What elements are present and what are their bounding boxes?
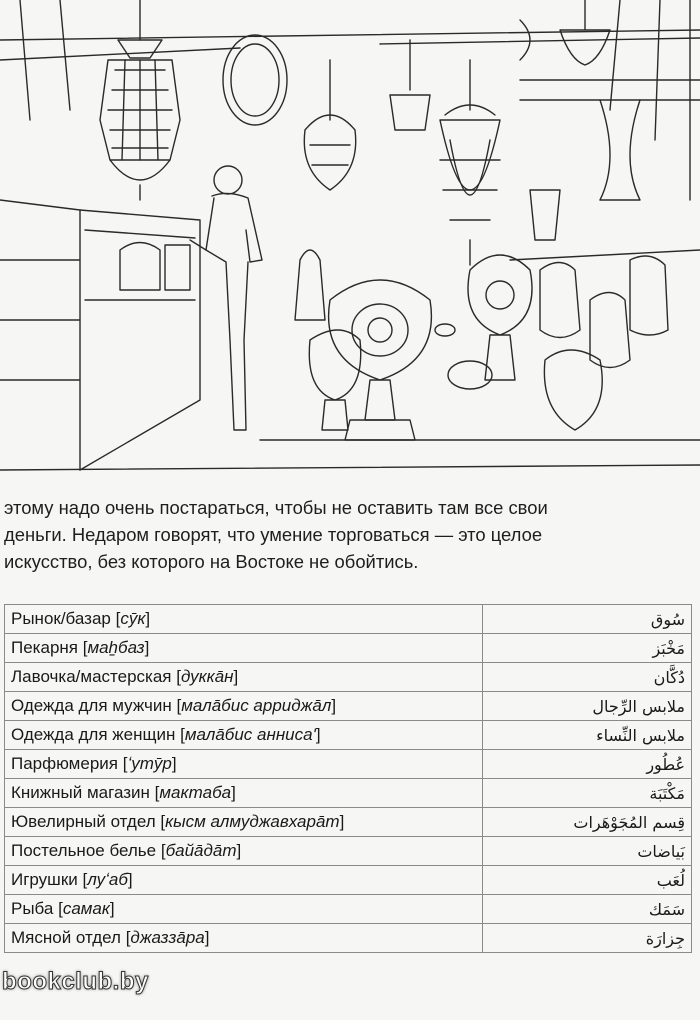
transliteration: сӯк <box>120 609 146 628</box>
russian-word: Одежда для женщин <box>11 725 176 744</box>
russian-word: Ювелирный отдел <box>11 812 156 831</box>
russian-cell: Одежда для женщин [малāбис анниса'] <box>5 721 483 750</box>
russian-word: Одежда для мужчин <box>11 696 172 715</box>
arabic-cell: بَياضات <box>483 837 692 866</box>
russian-word: Книжный магазин <box>11 783 150 802</box>
intro-paragraph <box>4 494 696 575</box>
table-row <box>5 692 692 721</box>
transliteration: кысм алмуджавхарāт <box>165 812 340 831</box>
arabic-cell: جِزارَة <box>483 924 692 953</box>
arabic-cell: ملابس النِّساء <box>483 721 692 750</box>
bazaar-illustration <box>0 0 700 478</box>
arabic-cell: عُطُور <box>483 750 692 779</box>
arabic-cell: قِسم المُجَوْهَرات <box>483 808 692 837</box>
russian-cell: Игрушки [луʻаб] <box>5 866 483 895</box>
russian-cell: Пекарня [маẖбаз] <box>5 634 483 663</box>
table-row <box>5 895 692 924</box>
russian-word: Лавочка/мастерская <box>11 667 172 686</box>
russian-cell: Рыба [самак] <box>5 895 483 924</box>
transliteration: ʻутӯр <box>127 754 172 773</box>
russian-word: Рыба <box>11 899 54 918</box>
table-row <box>5 721 692 750</box>
table-row <box>5 866 692 895</box>
russian-word: Пекарня <box>11 638 78 657</box>
table-row <box>5 837 692 866</box>
table-row <box>5 779 692 808</box>
paragraph-line: этому надо очень постараться, чтобы не оставить там все свои <box>4 497 548 518</box>
arabic-cell: سُوق <box>483 605 692 634</box>
russian-cell: Книжный магазин [мактаба] <box>5 779 483 808</box>
arabic-cell: سَمَك <box>483 895 692 924</box>
russian-cell: Одежда для мужчин [малāбис арриджāл] <box>5 692 483 721</box>
arabic-cell: ملابس الرِّجال <box>483 692 692 721</box>
transliteration: малāбис арриджāл <box>181 696 332 715</box>
russian-cell: Постельное белье [байāдāт] <box>5 837 483 866</box>
paragraph-line: искусство, без которого на Востоке не обойтись. <box>4 551 419 572</box>
transliteration: байāдāт <box>165 841 237 860</box>
vocabulary-table <box>4 604 692 953</box>
russian-word: Парфюмерия <box>11 754 118 773</box>
russian-cell: Парфюмерия [ʻутӯр] <box>5 750 483 779</box>
russian-word: Игрушки <box>11 870 78 889</box>
arabic-cell: مَخْبَز <box>483 634 692 663</box>
table-row <box>5 808 692 837</box>
russian-word: Рынок/базар <box>11 609 111 628</box>
russian-cell: Мясной отдел [джаззāра] <box>5 924 483 953</box>
table-row <box>5 663 692 692</box>
transliteration: малāбис анниса' <box>184 725 316 744</box>
watermark: bookclub.by <box>2 968 149 995</box>
russian-cell: Лавочка/мастерская [дуккāн] <box>5 663 483 692</box>
transliteration: луʻаб <box>87 870 128 889</box>
russian-word: Постельное белье <box>11 841 157 860</box>
transliteration: дуккāн <box>180 667 234 686</box>
russian-word: Мясной отдел <box>11 928 121 947</box>
arabic-cell: لُعَب <box>483 866 692 895</box>
table-row <box>5 605 692 634</box>
transliteration: самак <box>62 899 110 918</box>
table-row <box>5 750 692 779</box>
table-row <box>5 924 692 953</box>
arabic-cell: دُكَّان <box>483 663 692 692</box>
table-row <box>5 634 692 663</box>
transliteration: джаззāра <box>130 928 205 947</box>
paragraph-line: деньги. Недаром говорят, что умение торговаться — это целое <box>4 524 543 545</box>
russian-cell: Ювелирный отдел [кысм алмуджавхарāт] <box>5 808 483 837</box>
transliteration: маẖбаз <box>87 638 145 657</box>
arabic-cell: مَكْتَبَة <box>483 779 692 808</box>
transliteration: мактаба <box>159 783 232 802</box>
russian-cell: Рынок/базар [сӯк] <box>5 605 483 634</box>
